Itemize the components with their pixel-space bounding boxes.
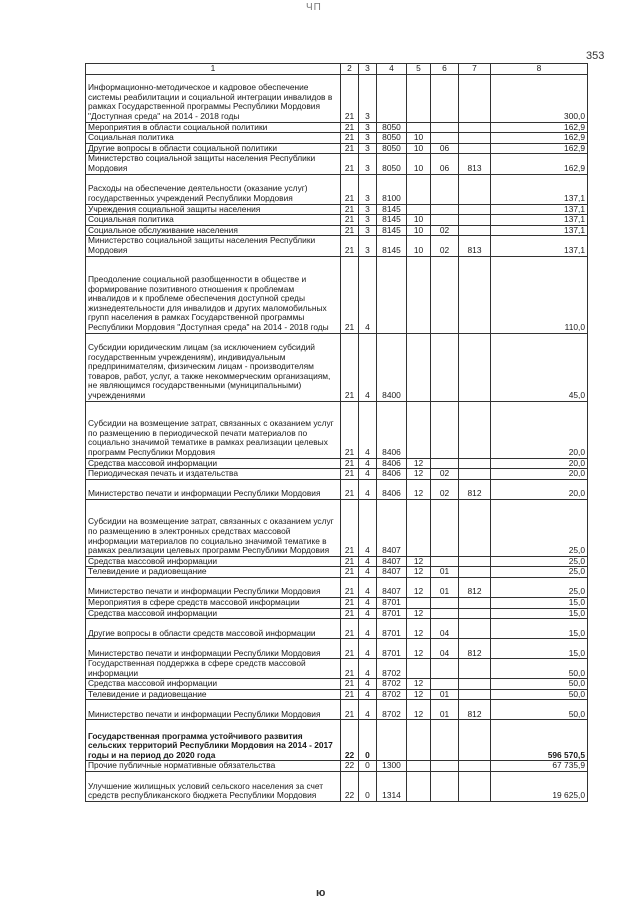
table-row xyxy=(86,761,588,772)
row-amount-cell: 137,1 xyxy=(491,215,588,226)
row-code-cell: 8050 xyxy=(377,143,407,154)
row-code-cell xyxy=(431,720,459,761)
row-name-cell: Министерство социальной защиты населения Республики Мордовия xyxy=(86,154,341,174)
row-name-cell: Телевидение и радиовещание xyxy=(86,567,341,578)
row-amount-cell: 50,0 xyxy=(491,679,588,690)
row-code-cell: 4 xyxy=(359,333,377,401)
row-code-cell: 21 xyxy=(341,619,359,639)
column-header: 7 xyxy=(459,64,491,75)
row-amount-cell: 596 570,5 xyxy=(491,720,588,761)
row-amount-cell: 300,0 xyxy=(491,74,588,122)
row-code-cell: 04 xyxy=(431,619,459,639)
row-code-cell xyxy=(407,204,431,215)
row-code-cell xyxy=(431,761,459,772)
row-code-cell: 8702 xyxy=(377,689,407,700)
row-amount-cell: 25,0 xyxy=(491,499,588,556)
row-name-cell: Улучшение жилищных условий сельского населения за счет средств республиканского бюджета Республики Мордовия xyxy=(86,772,341,802)
bottom-page-mark: ю xyxy=(316,887,326,899)
row-name-cell: Министерство печати и информации Республики Мордовия xyxy=(86,639,341,659)
row-code-cell xyxy=(459,333,491,401)
table-row xyxy=(86,133,588,144)
row-code-cell: 02 xyxy=(431,225,459,236)
row-code-cell: 0 xyxy=(359,720,377,761)
row-amount-cell: 162,9 xyxy=(491,122,588,133)
row-code-cell: 21 xyxy=(341,567,359,578)
row-code-cell: 21 xyxy=(341,659,359,679)
row-code-cell xyxy=(459,761,491,772)
row-name-cell: Социальное обслуживание населения xyxy=(86,225,341,236)
row-code-cell: 3 xyxy=(359,154,377,174)
row-code-cell: 4 xyxy=(359,479,377,499)
row-code-cell: 06 xyxy=(431,143,459,154)
row-code-cell: 8406 xyxy=(377,479,407,499)
row-code-cell: 8400 xyxy=(377,333,407,401)
column-number-row xyxy=(86,64,588,75)
row-name-cell: Другие вопросы в области средств массовой информации xyxy=(86,619,341,639)
row-code-cell: 8050 xyxy=(377,133,407,144)
row-code-cell: 8701 xyxy=(377,639,407,659)
table-row xyxy=(86,122,588,133)
column-header: 6 xyxy=(431,64,459,75)
row-code-cell: 12 xyxy=(407,619,431,639)
row-code-cell: 8407 xyxy=(377,499,407,556)
row-amount-cell: 25,0 xyxy=(491,567,588,578)
row-code-cell: 02 xyxy=(431,236,459,256)
row-code-cell: 8406 xyxy=(377,469,407,480)
row-code-cell: 8145 xyxy=(377,225,407,236)
row-code-cell: 21 xyxy=(341,256,359,333)
row-code-cell: 4 xyxy=(359,499,377,556)
row-code-cell: 21 xyxy=(341,133,359,144)
row-amount-cell: 20,0 xyxy=(491,401,588,458)
row-name-cell: Субсидии на возмещение затрат, связанных с оказанием услуг по размещению в периодической печати материалов по социально значимой тематике в рамках реализации целевых программ Республики Мордовия xyxy=(86,401,341,458)
row-code-cell xyxy=(431,133,459,144)
row-code-cell: 3 xyxy=(359,225,377,236)
row-code-cell xyxy=(431,679,459,690)
row-code-cell: 4 xyxy=(359,700,377,720)
row-amount-cell: 20,0 xyxy=(491,479,588,499)
row-code-cell: 8145 xyxy=(377,215,407,226)
table-row xyxy=(86,225,588,236)
row-code-cell xyxy=(431,597,459,608)
row-code-cell xyxy=(407,720,431,761)
row-name-cell: Министерство печати и информации Республики Мордовия xyxy=(86,479,341,499)
row-name-cell: Министерство печати и информации Республики Мордовия xyxy=(86,577,341,597)
row-name-cell: Мероприятия в области социальной политики xyxy=(86,122,341,133)
row-code-cell xyxy=(459,679,491,690)
row-code-cell: 21 xyxy=(341,174,359,204)
row-code-cell: 4 xyxy=(359,401,377,458)
row-code-cell: 21 xyxy=(341,499,359,556)
row-code-cell: 02 xyxy=(431,469,459,480)
table-row xyxy=(86,556,588,567)
row-code-cell: 21 xyxy=(341,556,359,567)
row-code-cell xyxy=(459,608,491,619)
table-row xyxy=(86,608,588,619)
table-row xyxy=(86,333,588,401)
row-code-cell: 21 xyxy=(341,608,359,619)
row-code-cell: 21 xyxy=(341,639,359,659)
row-code-cell xyxy=(407,761,431,772)
row-code-cell: 21 xyxy=(341,479,359,499)
row-code-cell: 21 xyxy=(341,143,359,154)
row-code-cell xyxy=(407,74,431,122)
row-code-cell xyxy=(459,469,491,480)
row-code-cell: 0 xyxy=(359,761,377,772)
row-code-cell: 812 xyxy=(459,577,491,597)
row-code-cell: 06 xyxy=(431,154,459,174)
row-code-cell: 12 xyxy=(407,608,431,619)
row-code-cell: 3 xyxy=(359,174,377,204)
row-amount-cell: 137,1 xyxy=(491,204,588,215)
row-code-cell: 8050 xyxy=(377,122,407,133)
table-row xyxy=(86,458,588,469)
row-code-cell: 4 xyxy=(359,679,377,690)
row-code-cell xyxy=(459,619,491,639)
row-code-cell: 4 xyxy=(359,458,377,469)
row-code-cell: 10 xyxy=(407,143,431,154)
row-code-cell: 8145 xyxy=(377,204,407,215)
row-code-cell xyxy=(459,556,491,567)
row-code-cell: 812 xyxy=(459,639,491,659)
row-code-cell: 3 xyxy=(359,215,377,226)
row-code-cell: 21 xyxy=(341,236,359,256)
row-code-cell: 4 xyxy=(359,469,377,480)
row-code-cell: 01 xyxy=(431,577,459,597)
row-name-cell: Мероприятия в сфере средств массовой информации xyxy=(86,597,341,608)
table-row xyxy=(86,689,588,700)
row-amount-cell: 15,0 xyxy=(491,608,588,619)
row-name-cell: Средства массовой информации xyxy=(86,556,341,567)
row-code-cell: 12 xyxy=(407,479,431,499)
row-amount-cell: 45,0 xyxy=(491,333,588,401)
row-code-cell: 4 xyxy=(359,567,377,578)
row-code-cell: 8701 xyxy=(377,597,407,608)
row-code-cell: 4 xyxy=(359,619,377,639)
row-code-cell: 8701 xyxy=(377,619,407,639)
row-code-cell xyxy=(459,133,491,144)
row-code-cell: 3 xyxy=(359,122,377,133)
column-header: 5 xyxy=(407,64,431,75)
row-name-cell: Социальная политика xyxy=(86,215,341,226)
row-code-cell: 4 xyxy=(359,256,377,333)
row-amount-cell: 25,0 xyxy=(491,577,588,597)
row-code-cell xyxy=(407,401,431,458)
row-amount-cell: 50,0 xyxy=(491,659,588,679)
table-body xyxy=(86,74,588,801)
top-page-mark: ЧП xyxy=(306,2,322,13)
table-row xyxy=(86,700,588,720)
row-name-cell: Преодоление социальной разобщенности в обществе и формирование позитивного отношения к проблемам инвалидов и к проблеме обеспечения доступной среды жизнедеятельности для инвалидов и других маломобильных групп населения в рамках Государственной программы Республики Мордовия "Доступная среда" на 2014 - 2018 годы xyxy=(86,256,341,333)
row-code-cell: 21 xyxy=(341,204,359,215)
row-code-cell: 4 xyxy=(359,659,377,679)
table-row xyxy=(86,577,588,597)
row-code-cell xyxy=(377,256,407,333)
row-amount-cell: 110,0 xyxy=(491,256,588,333)
row-code-cell: 21 xyxy=(341,401,359,458)
row-code-cell: 21 xyxy=(341,215,359,226)
row-code-cell: 10 xyxy=(407,133,431,144)
row-amount-cell: 50,0 xyxy=(491,689,588,700)
row-code-cell: 8406 xyxy=(377,401,407,458)
row-code-cell: 3 xyxy=(359,133,377,144)
row-code-cell xyxy=(431,174,459,204)
row-code-cell: 10 xyxy=(407,154,431,174)
row-code-cell: 21 xyxy=(341,597,359,608)
row-code-cell: 8100 xyxy=(377,174,407,204)
table-row xyxy=(86,256,588,333)
row-code-cell xyxy=(407,499,431,556)
row-code-cell: 12 xyxy=(407,679,431,690)
row-name-cell: Субсидии на возмещение затрат, связанных с оказанием услуг по размещению в электронных средствах массовой информации материалов по социально значимой тематике в рамках реализации целевых программ Республики Мордовия xyxy=(86,499,341,556)
row-code-cell: 21 xyxy=(341,469,359,480)
row-code-cell xyxy=(431,74,459,122)
row-amount-cell: 20,0 xyxy=(491,458,588,469)
row-code-cell xyxy=(459,256,491,333)
row-code-cell xyxy=(377,74,407,122)
table-row xyxy=(86,567,588,578)
row-code-cell: 8050 xyxy=(377,154,407,174)
row-code-cell: 4 xyxy=(359,639,377,659)
row-code-cell xyxy=(459,689,491,700)
row-amount-cell: 15,0 xyxy=(491,619,588,639)
row-name-cell: Другие вопросы в области социальной политики xyxy=(86,143,341,154)
row-code-cell xyxy=(459,215,491,226)
row-code-cell: 22 xyxy=(341,772,359,802)
row-code-cell xyxy=(431,659,459,679)
row-amount-cell: 20,0 xyxy=(491,469,588,480)
row-code-cell: 12 xyxy=(407,469,431,480)
table-row xyxy=(86,401,588,458)
row-code-cell: 21 xyxy=(341,225,359,236)
row-code-cell: 21 xyxy=(341,333,359,401)
column-header: 8 xyxy=(491,64,588,75)
row-amount-cell: 137,1 xyxy=(491,225,588,236)
row-name-cell: Прочие публичные нормативные обязательства xyxy=(86,761,341,772)
row-name-cell: Учреждения социальной защиты населения xyxy=(86,204,341,215)
table-row xyxy=(86,215,588,226)
row-code-cell xyxy=(431,458,459,469)
row-code-cell: 1300 xyxy=(377,761,407,772)
row-code-cell xyxy=(377,720,407,761)
row-code-cell: 10 xyxy=(407,225,431,236)
row-code-cell: 8407 xyxy=(377,556,407,567)
row-amount-cell: 137,1 xyxy=(491,174,588,204)
row-code-cell xyxy=(431,556,459,567)
row-code-cell xyxy=(431,256,459,333)
row-code-cell xyxy=(459,174,491,204)
row-code-cell xyxy=(431,608,459,619)
row-code-cell xyxy=(459,74,491,122)
row-code-cell xyxy=(407,772,431,802)
row-code-cell xyxy=(431,772,459,802)
row-code-cell: 01 xyxy=(431,689,459,700)
budget-table xyxy=(85,63,588,802)
row-code-cell xyxy=(431,401,459,458)
row-code-cell: 10 xyxy=(407,215,431,226)
row-code-cell xyxy=(407,122,431,133)
row-code-cell: 4 xyxy=(359,556,377,567)
row-code-cell xyxy=(459,567,491,578)
row-amount-cell: 162,9 xyxy=(491,143,588,154)
row-code-cell: 21 xyxy=(341,122,359,133)
row-code-cell: 8702 xyxy=(377,659,407,679)
table-row xyxy=(86,469,588,480)
row-code-cell: 21 xyxy=(341,154,359,174)
row-code-cell xyxy=(459,122,491,133)
row-code-cell xyxy=(459,225,491,236)
row-code-cell xyxy=(459,659,491,679)
table-row xyxy=(86,143,588,154)
table-row xyxy=(86,204,588,215)
row-code-cell: 8702 xyxy=(377,700,407,720)
row-name-cell: Министерство социальной защиты населения Республики Мордовия xyxy=(86,236,341,256)
row-code-cell xyxy=(459,720,491,761)
column-header: 4 xyxy=(377,64,407,75)
row-amount-cell: 137,1 xyxy=(491,236,588,256)
row-code-cell: 21 xyxy=(341,679,359,690)
row-code-cell xyxy=(407,659,431,679)
row-code-cell: 8407 xyxy=(377,567,407,578)
row-code-cell xyxy=(459,401,491,458)
row-name-cell: Информационно-методическое и кадровое обеспечение системы реабилитации и социальной интеграции инвалидов в рамках Государственной программы Республики Мордовия "Доступная среда" на 2014 - 2018 годы xyxy=(86,74,341,122)
row-code-cell: 21 xyxy=(341,458,359,469)
column-header: 1 xyxy=(86,64,341,75)
row-code-cell: 10 xyxy=(407,236,431,256)
row-code-cell xyxy=(407,333,431,401)
table-row xyxy=(86,174,588,204)
row-amount-cell: 25,0 xyxy=(491,556,588,567)
table-row xyxy=(86,619,588,639)
row-code-cell: 4 xyxy=(359,689,377,700)
row-code-cell: 12 xyxy=(407,556,431,567)
table-row xyxy=(86,499,588,556)
row-amount-cell: 15,0 xyxy=(491,597,588,608)
row-name-cell: Средства массовой информации xyxy=(86,458,341,469)
table-row xyxy=(86,679,588,690)
row-code-cell: 4 xyxy=(359,597,377,608)
row-code-cell: 3 xyxy=(359,236,377,256)
row-name-cell: Средства массовой информации xyxy=(86,608,341,619)
row-code-cell: 22 xyxy=(341,720,359,761)
row-code-cell: 8406 xyxy=(377,458,407,469)
row-code-cell: 3 xyxy=(359,74,377,122)
row-code-cell: 8145 xyxy=(377,236,407,256)
row-code-cell: 21 xyxy=(341,74,359,122)
row-code-cell: 812 xyxy=(459,700,491,720)
row-code-cell: 813 xyxy=(459,236,491,256)
row-code-cell xyxy=(431,204,459,215)
row-code-cell: 0 xyxy=(359,772,377,802)
row-code-cell: 812 xyxy=(459,479,491,499)
row-code-cell xyxy=(407,174,431,204)
row-code-cell: 21 xyxy=(341,689,359,700)
row-code-cell: 8407 xyxy=(377,577,407,597)
row-name-cell: Государственная поддержка в сфере средств массовой информации xyxy=(86,659,341,679)
row-code-cell: 21 xyxy=(341,700,359,720)
row-code-cell: 12 xyxy=(407,689,431,700)
row-amount-cell: 162,9 xyxy=(491,133,588,144)
row-code-cell xyxy=(459,597,491,608)
row-code-cell: 02 xyxy=(431,479,459,499)
row-code-cell: 8701 xyxy=(377,608,407,619)
row-code-cell xyxy=(459,458,491,469)
table-row xyxy=(86,236,588,256)
row-code-cell: 3 xyxy=(359,204,377,215)
row-code-cell: 1314 xyxy=(377,772,407,802)
row-code-cell: 01 xyxy=(431,567,459,578)
row-amount-cell: 15,0 xyxy=(491,639,588,659)
row-code-cell: 12 xyxy=(407,567,431,578)
row-name-cell: Телевидение и радиовещание xyxy=(86,689,341,700)
row-amount-cell: 19 625,0 xyxy=(491,772,588,802)
row-code-cell xyxy=(407,597,431,608)
table-row xyxy=(86,597,588,608)
table-row xyxy=(86,639,588,659)
table-row xyxy=(86,772,588,802)
row-code-cell xyxy=(459,499,491,556)
row-code-cell: 21 xyxy=(341,577,359,597)
row-amount-cell: 162,9 xyxy=(491,154,588,174)
row-code-cell: 12 xyxy=(407,577,431,597)
row-code-cell: 12 xyxy=(407,700,431,720)
row-name-cell: Социальная политика xyxy=(86,133,341,144)
row-name-cell: Министерство печати и информации Республики Мордовия xyxy=(86,700,341,720)
row-name-cell: Расходы на обеспечение деятельности (оказание услуг) государственных учреждений Республики Мордовия xyxy=(86,174,341,204)
row-name-cell: Средства массовой информации xyxy=(86,679,341,690)
row-code-cell: 4 xyxy=(359,577,377,597)
table-row xyxy=(86,479,588,499)
row-code-cell: 12 xyxy=(407,458,431,469)
row-code-cell: 12 xyxy=(407,639,431,659)
row-code-cell xyxy=(431,215,459,226)
row-code-cell: 4 xyxy=(359,608,377,619)
table-row xyxy=(86,74,588,122)
row-code-cell xyxy=(431,122,459,133)
row-amount-cell: 67 735,9 xyxy=(491,761,588,772)
row-code-cell: 3 xyxy=(359,143,377,154)
row-code-cell: 01 xyxy=(431,700,459,720)
row-code-cell xyxy=(459,143,491,154)
column-header: 3 xyxy=(359,64,377,75)
table-row xyxy=(86,154,588,174)
row-code-cell xyxy=(459,204,491,215)
row-code-cell xyxy=(407,256,431,333)
row-code-cell: 813 xyxy=(459,154,491,174)
row-code-cell xyxy=(431,499,459,556)
table-row xyxy=(86,720,588,761)
row-name-cell: Периодическая печать и издательства xyxy=(86,469,341,480)
row-code-cell: 04 xyxy=(431,639,459,659)
row-code-cell: 22 xyxy=(341,761,359,772)
row-code-cell: 8702 xyxy=(377,679,407,690)
page-number: 353 xyxy=(586,50,605,62)
row-code-cell xyxy=(459,772,491,802)
column-header: 2 xyxy=(341,64,359,75)
row-name-cell: Государственная программа устойчивого развития сельских территорий Республики Мордовия на 2014 - 2017 годы и на период до 2020 года xyxy=(86,720,341,761)
row-amount-cell: 50,0 xyxy=(491,700,588,720)
row-code-cell xyxy=(431,333,459,401)
row-name-cell: Субсидии юридическим лицам (за исключением субсидий государственным учреждениям), индивидуальным предпринимателям, физическим лицам - производителям товаров, работ, услуг, а также некоммерческим организациям, не являющимся государственными (муниципальными) учреждениями xyxy=(86,333,341,401)
table-row xyxy=(86,659,588,679)
